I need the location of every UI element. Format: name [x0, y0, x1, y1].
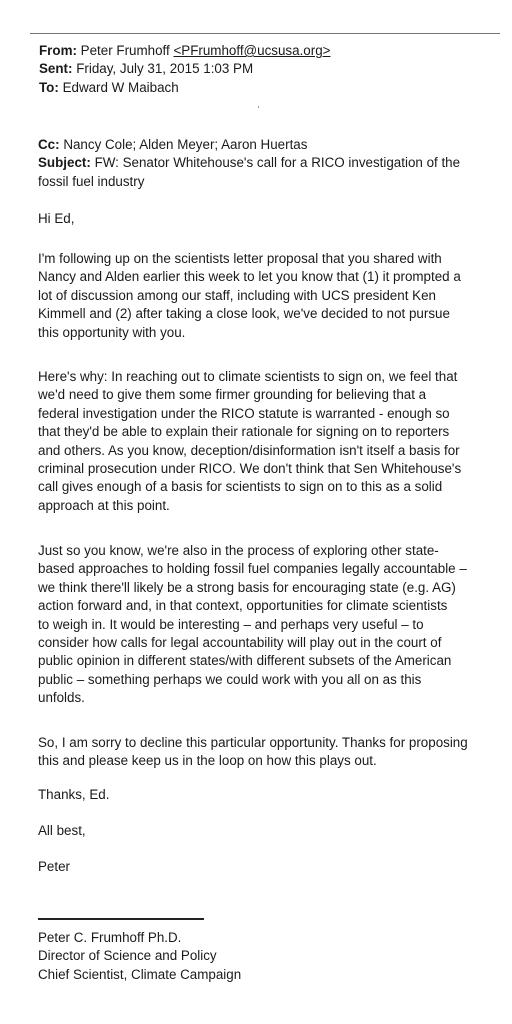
text-line: Just so you know, we're also in the process of exploring other state- [38, 543, 439, 558]
text-line: action forward and, in that context, opportunities for climate scientists [38, 598, 448, 614]
text-line: unfolds. [38, 690, 85, 706]
top-divider [30, 33, 500, 34]
sent-label: Sent: [39, 61, 73, 77]
text-line: Here's why: In reaching out to climate scientists to sign on, we feel that [38, 369, 458, 384]
paragraph-1 [38, 250, 478, 342]
cc-value: Nancy Cole; Alden Meyer; Aaron Huertas [63, 137, 308, 152]
scan-speck [258, 106, 259, 108]
text-line: Kimmell and (2) after taking a close look, we've decided to not pursue [38, 306, 450, 322]
signature-name: Peter C. Frumhoff Ph.D. [38, 930, 182, 945]
text-line: So, I am sorry to decline this particular opportunity. Thanks for proposing [38, 735, 468, 750]
to-value: Edward W Maibach [62, 79, 179, 95]
cc-label: Cc: [38, 137, 60, 152]
sent-row [39, 60, 499, 78]
text-line: I'm following up on the scientists letter proposal that you shared with [38, 251, 442, 266]
text-line: public opinion in different states/with different subsets of the American [38, 653, 452, 669]
signature-block [38, 929, 241, 984]
text-line: based approaches to holding fossil fuel companies legally accountable – [38, 561, 467, 577]
text-line: federal investigation under the RICO statute is warranted - enough so [38, 405, 450, 421]
subject-line-2: fossil fuel industry [38, 173, 145, 189]
greeting: Hi Ed, [38, 211, 75, 226]
text-line: that they'd be able to explain their rationale for signing on to reporters [38, 424, 450, 440]
email-header-cc [38, 136, 478, 191]
subject-label: Subject: [38, 155, 91, 171]
text-line: this opportunity with you. [38, 324, 186, 340]
text-line: call gives enough of a basis for scientists to sign on to this as a solid [38, 479, 443, 495]
subject-line-1: FW: Senator Whitehouse's call for a RICO investigation of the [94, 155, 461, 171]
text-line: this and please keep us in the loop on how this plays out. [38, 753, 377, 769]
from-row [39, 42, 499, 60]
text-line: lot of discussion among our staff, including with UCS president Ken [38, 287, 436, 303]
text-line: approach at this point. [38, 497, 170, 513]
from-label: From: [39, 43, 77, 58]
signature-title: Director of Science and Policy [38, 948, 217, 964]
closing-line: All best, [38, 823, 86, 838]
thanks-line: Thanks, Ed. [38, 787, 110, 802]
text-line: consider how calls for legal accountability will play out in the court of [38, 635, 442, 651]
subject-row [38, 154, 478, 172]
text-line: to weigh in. It would be interesting – and perhaps very useful – to [38, 616, 424, 632]
to-row [39, 79, 499, 97]
sender-name: Peter [38, 859, 71, 874]
signature-role: Chief Scientist, Climate Campaign [38, 966, 242, 982]
from-email-link[interactable]: <PFrumhoff@ucsusa.org> [173, 43, 331, 58]
email-header [39, 42, 499, 97]
text-line: criminal prosecution under RICO. We don't think that Sen Whitehouse's [38, 461, 462, 477]
text-line: public – something perhaps we could work with you all on as this [38, 671, 422, 687]
from-name: Peter Frumhoff [80, 43, 170, 58]
paragraph-3 [38, 542, 478, 708]
text-line: we think there'll likely be a strong basis for encouraging state (e.g. AG) [38, 579, 456, 595]
paragraph-4 [38, 734, 478, 771]
text-line: and others. As you know, deception/disinformation isn't itself a basis for [38, 442, 460, 458]
paragraph-2 [38, 368, 478, 515]
signature-divider [38, 918, 204, 920]
text-line: Nancy and Alden earlier this week to let you know that (1) it prompted a [38, 269, 461, 285]
to-label: To: [39, 79, 59, 95]
sent-value: Friday, July 31, 2015 1:03 PM [76, 61, 254, 77]
cc-row [38, 136, 478, 154]
text-line: we'd need to give them some firmer grounding for believing that a [38, 387, 427, 403]
